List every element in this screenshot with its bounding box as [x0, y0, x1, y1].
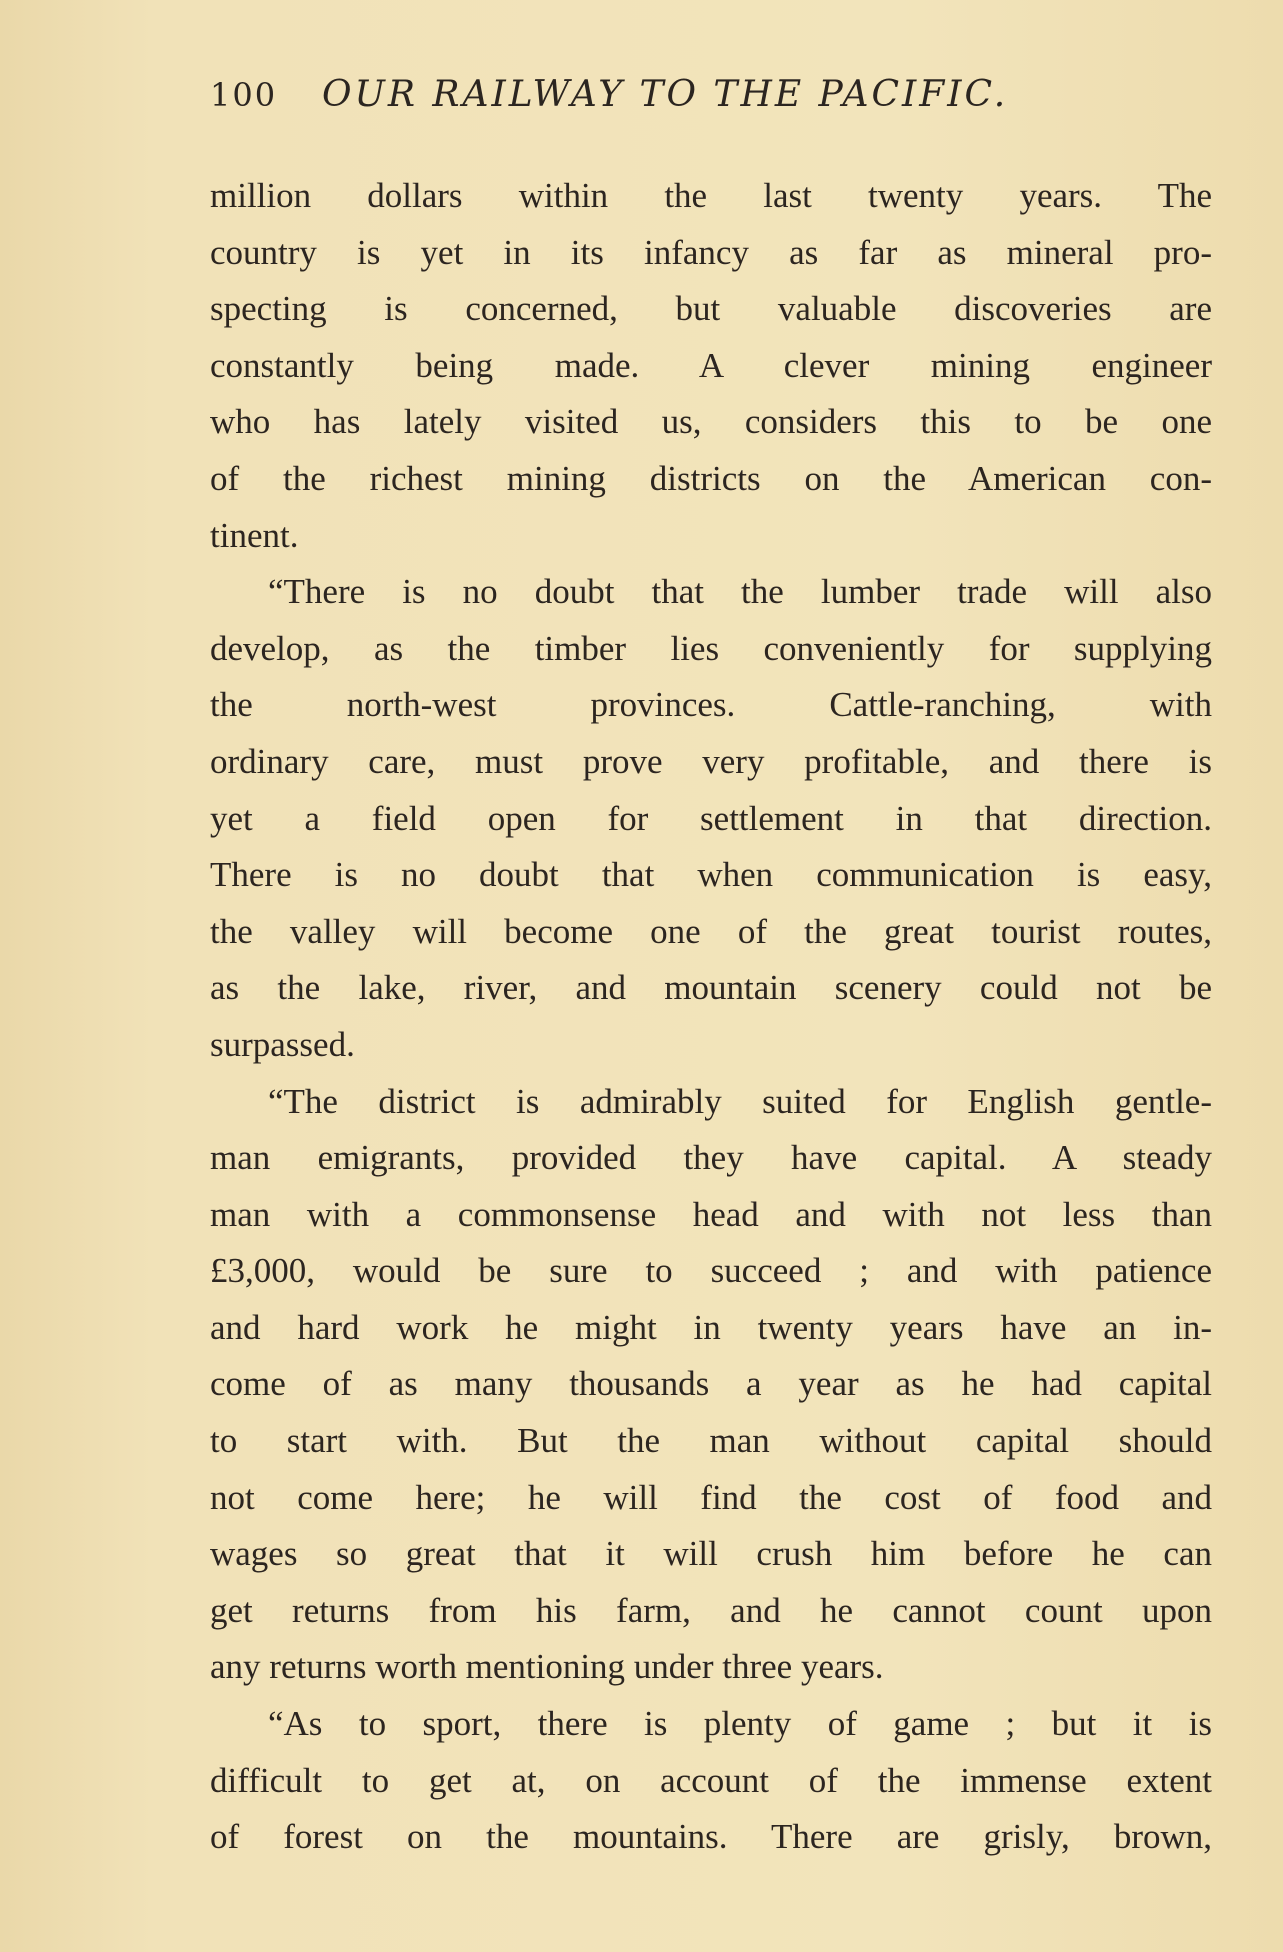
text-line: ordinary care, must prove very profitable, and there is: [210, 741, 1212, 781]
text-line: £3,000, would be sure to succeed ; and with patience: [210, 1251, 1212, 1291]
text-line: surpassed.: [210, 1024, 355, 1064]
text-line: wages so great that it will crush him before he can: [210, 1534, 1212, 1574]
body-text: [210, 168, 1212, 1866]
text-line: specting is concerned, but valuable discoveries are: [210, 289, 1212, 329]
text-line: come of as many thousands a year as he had capital: [210, 1364, 1212, 1404]
text-line: develop, as the timber lies conveniently for supplying: [210, 628, 1212, 668]
text-line: man emigrants, provided they have capital. A steady: [210, 1138, 1212, 1178]
text-line: of forest on the mountains. There are grisly, brown,: [210, 1817, 1212, 1857]
text-line: country is yet in its infancy as far as mineral pro-: [210, 232, 1212, 272]
running-title: OUR RAILWAY TO THE PACIFIC.: [322, 74, 1009, 115]
text-line: tinent.: [210, 515, 299, 555]
page-number: 100: [210, 76, 278, 114]
text-line: “The district is admirably suited for English gentle-: [268, 1081, 1212, 1121]
text-line: constantly being made. A clever mining engineer: [210, 345, 1212, 385]
text-line: who has lately visited us, considers this to be one: [210, 402, 1212, 442]
text-line: “As to sport, there is plenty of game ; but it is: [268, 1704, 1212, 1744]
text-line: not come here; he will find the cost of food and: [210, 1477, 1212, 1517]
text-line: of the richest mining districts on the American con-: [210, 458, 1212, 498]
text-line: There is no doubt that when communication is easy,: [210, 855, 1212, 895]
text-line: “There is no doubt that the lumber trade will also: [268, 572, 1212, 612]
text-line: million dollars within the last twenty years. The: [210, 176, 1212, 215]
text-line: get returns from his farm, and he cannot count upon: [210, 1590, 1212, 1630]
text-line: difficult to get at, on account of the immense extent: [210, 1760, 1212, 1800]
text-line: yet a field open for settlement in that direction.: [210, 798, 1212, 838]
text-line: the valley will become one of the great tourist routes,: [210, 911, 1212, 951]
text-line: man with a commonsense head and with not less than: [210, 1194, 1212, 1234]
page-header: [210, 74, 1090, 124]
text-line: to start with. But the man without capital should: [210, 1421, 1212, 1461]
text-line: the north-west provinces. Cattle-ranching, with: [210, 685, 1212, 725]
text-line: as the lake, river, and mountain scenery could not be: [210, 968, 1212, 1008]
text-line: any returns worth mentioning under three years.: [210, 1647, 884, 1687]
text-line: and hard work he might in twenty years have an in-: [210, 1307, 1212, 1347]
